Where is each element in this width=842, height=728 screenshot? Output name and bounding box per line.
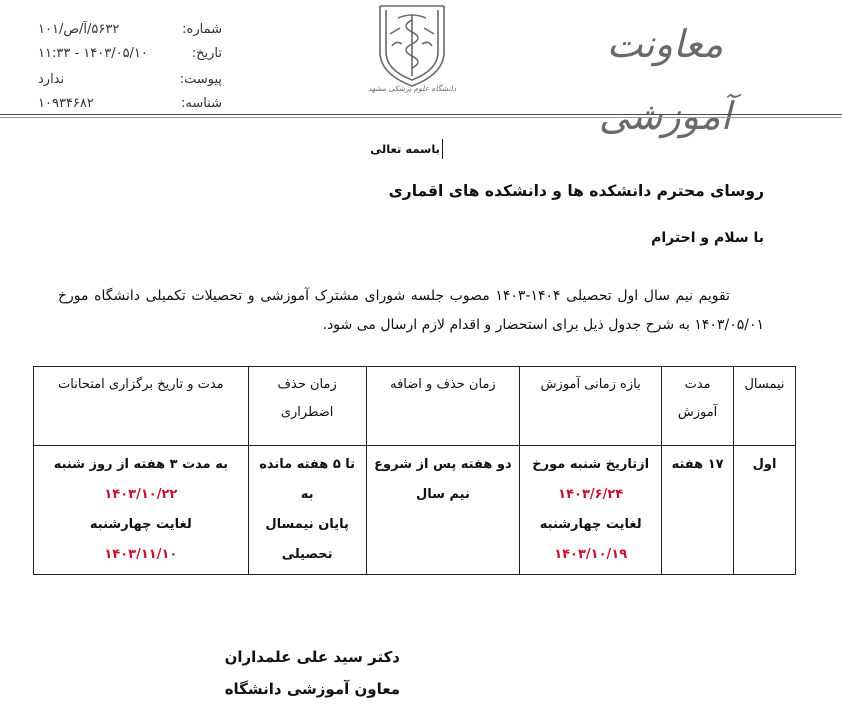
table-header-row: [34, 367, 796, 446]
table-row: [34, 446, 796, 575]
letter-date-row: [28, 46, 228, 68]
cell-semester: اول: [734, 446, 796, 575]
cell-emergency-drop: تا ۵ هفته مانده به پایان نیمسال تحصیلی: [248, 446, 366, 575]
header-divider: [0, 114, 842, 115]
header-exams: مدت و تاریخ برگزاری امتحانات: [34, 367, 249, 446]
letter-number-label: شماره:: [182, 22, 222, 37]
signatory-name: دکتر سید علی علمداران: [224, 648, 400, 666]
letter-number-value: ۵۶۳۲/آ/ص/۱۰۱: [38, 22, 120, 37]
logo-caption: دانشگاه علوم پزشکی مشهد: [367, 84, 457, 93]
cell-duration: ۱۷ هفته: [662, 446, 734, 575]
cell-add-drop: دو هفته پس از شروع نیم سال: [366, 446, 520, 575]
academic-calendar-table: [33, 366, 796, 575]
exams-end-date: ۱۴۰۳/۱۱/۱۰: [104, 547, 178, 562]
period-start-date: ۱۴۰۳/۶/۲۴: [558, 487, 624, 502]
letter-date-value: ۱۴۰۳/۰۵/۱۰ - ۱۱:۳۳: [38, 46, 148, 61]
identifier-value: ۱۰۹۳۴۶۸۲: [38, 96, 94, 111]
letter-date-label: تاریخ:: [191, 46, 222, 61]
attachment-value: ندارد: [38, 72, 65, 87]
header-semester: نیمسال: [734, 367, 796, 446]
identifier-label: شناسه:: [180, 96, 222, 111]
greeting: با سلام و احترام: [651, 230, 764, 246]
exams-start-date: ۱۴۰۳/۱۰/۲۲: [104, 487, 178, 502]
cell-period: ازتاریخ شنبه مورخ ۱۴۰۳/۶/۲۴ لغایت چهارشنبه ۱۴۰۳/۱۰/۱۹: [520, 446, 662, 575]
attachment-label: پیوست:: [179, 72, 222, 87]
invocation: باسمه تعالی: [330, 139, 443, 159]
header-add-drop: زمان حذف و اضافه: [366, 367, 520, 446]
letter-number-row: [28, 22, 228, 44]
period-end-date: ۱۴۰۳/۱۰/۱۹: [554, 547, 628, 562]
university-logo: [362, 0, 462, 98]
department-title: معاونت آموزشی: [598, 22, 732, 138]
signatory-title: معاون آموزشی دانشگاه: [224, 680, 400, 698]
header-period: بازه زمانی آموزش: [520, 367, 662, 446]
header-duration: مدت آموزش: [662, 367, 734, 446]
header-divider-secondary: [0, 117, 842, 118]
addressee: روسای محترم دانشکده ها و دانشکده های اقماری: [388, 182, 764, 200]
header-emergency-drop: زمان حذف اضطراری: [248, 367, 366, 446]
letter-body: تقویم نیم سال اول تحصیلی ۱۴۰۴-۱۴۰۳ مصوب جلسه شورای مشترک آموزشی و تحصیلات تکمیلی دانشگاه مورخ ۱۴۰۳/۰۵/۰۱ به شرح جدول ذیل برای استحضار و اقدام لازم ارسال می شود.: [58, 288, 764, 333]
attachment-row: [28, 72, 228, 94]
cell-exams: به مدت ۳ هفته از روز شنبه ۱۴۰۳/۱۰/۲۲ لغایت چهارشنبه ۱۴۰۳/۱۱/۱۰: [34, 446, 249, 575]
